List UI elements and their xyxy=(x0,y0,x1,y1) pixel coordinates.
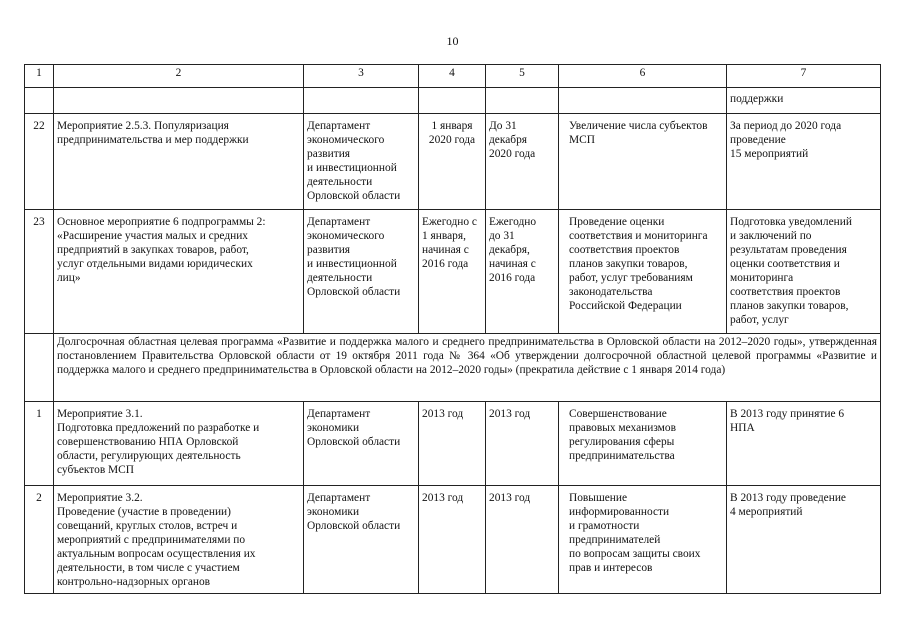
table-row xyxy=(25,486,881,594)
executor: Департамент экономического развития и инвестиционной деятельности Орловской области xyxy=(304,114,419,210)
column-number: 6 xyxy=(559,65,727,88)
column-number: 3 xyxy=(304,65,419,88)
measure-name: Мероприятие 3.2. Проведение (участие в проведении) совещаний, круглых столов, встреч и мероприятий с предпринимателями по актуальным вопросам осуществления их деятельности, в том числе с участием контрольно-надзорных органов xyxy=(54,486,304,594)
column-number: 2 xyxy=(54,65,304,88)
table-row xyxy=(25,402,881,486)
start-date xyxy=(419,88,486,114)
end-date: До 31 декабря 2020 года xyxy=(486,114,559,210)
table-row xyxy=(25,88,881,114)
start-date: 2013 год xyxy=(419,402,486,486)
indicator: В 2013 году проведение 4 мероприятий xyxy=(727,486,881,594)
start-date: 1 января 2020 года xyxy=(419,114,486,210)
executor xyxy=(304,88,419,114)
executor: Департамент экономического развития и инвестиционной деятельности Орловской области xyxy=(304,210,419,334)
indicator: Подготовка уведомлений и заключений по результатам проведения оценки соответствия и мониторинга соответствия проектов планов закупки товаров, работ, услуг xyxy=(727,210,881,334)
indicator: В 2013 году принятие 6 НПА xyxy=(727,402,881,486)
column-number-row xyxy=(25,65,881,88)
page-number: 10 xyxy=(446,34,459,48)
table-row xyxy=(25,210,881,334)
indicator: поддержки xyxy=(727,88,881,114)
row-number: 1 xyxy=(25,402,54,486)
end-date: 2013 год xyxy=(486,486,559,594)
row-number: 22 xyxy=(25,114,54,210)
end-date: Ежегодно до 31 декабря, начиная с 2016 года xyxy=(486,210,559,334)
indicator: За период до 2020 года проведение 15 мероприятий xyxy=(727,114,881,210)
start-date: 2013 год xyxy=(419,486,486,594)
expected-result xyxy=(559,88,727,114)
row-number: 2 xyxy=(25,486,54,594)
program-description: Долгосрочная областная целевая программа «Развитие и поддержка малого и среднего предпринимательства в Орловской области на 2012–2020 годы», утвержденная постановлением Правительства Орловской области от 19 октября 2011 года № 364 «Об утверждении долгосрочной областной целевой программы «Развитие и поддержка малого и среднего предпринимательства в Орловской области на 2012–2020 годы» (прекратила действие с 1 января 2014 года) xyxy=(54,334,881,402)
program-row-number xyxy=(25,334,54,402)
end-date: 2013 год xyxy=(486,402,559,486)
expected-result: Увеличение числа субъектов МСП xyxy=(559,114,727,210)
column-number: 1 xyxy=(25,65,54,88)
expected-result: Повышение информированности и грамотности предпринимателей по вопросам защиты своих прав и интересов xyxy=(559,486,727,594)
row-number xyxy=(25,88,54,114)
column-number: 7 xyxy=(727,65,881,88)
measure-name: Мероприятие 2.5.3. Популяризация предпринимательства и мер поддержки xyxy=(54,114,304,210)
column-number: 5 xyxy=(486,65,559,88)
end-date xyxy=(486,88,559,114)
start-date: Ежегодно с 1 января, начиная с 2016 года xyxy=(419,210,486,334)
measure-name xyxy=(54,88,304,114)
row-number: 23 xyxy=(25,210,54,334)
table-row xyxy=(25,114,881,210)
executor: Департамент экономики Орловской области xyxy=(304,486,419,594)
program-row xyxy=(25,334,881,402)
measure-name: Мероприятие 3.1. Подготовка предложений по разработке и совершенствованию НПА Орловской области, регулирующих деятельность субъектов МСП xyxy=(54,402,304,486)
column-number: 4 xyxy=(419,65,486,88)
expected-result: Совершенствование правовых механизмов регулирования сферы предпринимательства xyxy=(559,402,727,486)
expected-result: Проведение оценки соответствия и мониторинга соответствия проектов планов закупки товаров, работ, услуг требованиям законодательства Российской Федерации xyxy=(559,210,727,334)
executor: Департамент экономики Орловской области xyxy=(304,402,419,486)
measure-name: Основное мероприятие 6 подпрограммы 2: «Расширение участия малых и средних предприятий в закупках товаров, работ, услуг отдельными видами юридических лиц» xyxy=(54,210,304,334)
measures-table xyxy=(24,64,881,594)
